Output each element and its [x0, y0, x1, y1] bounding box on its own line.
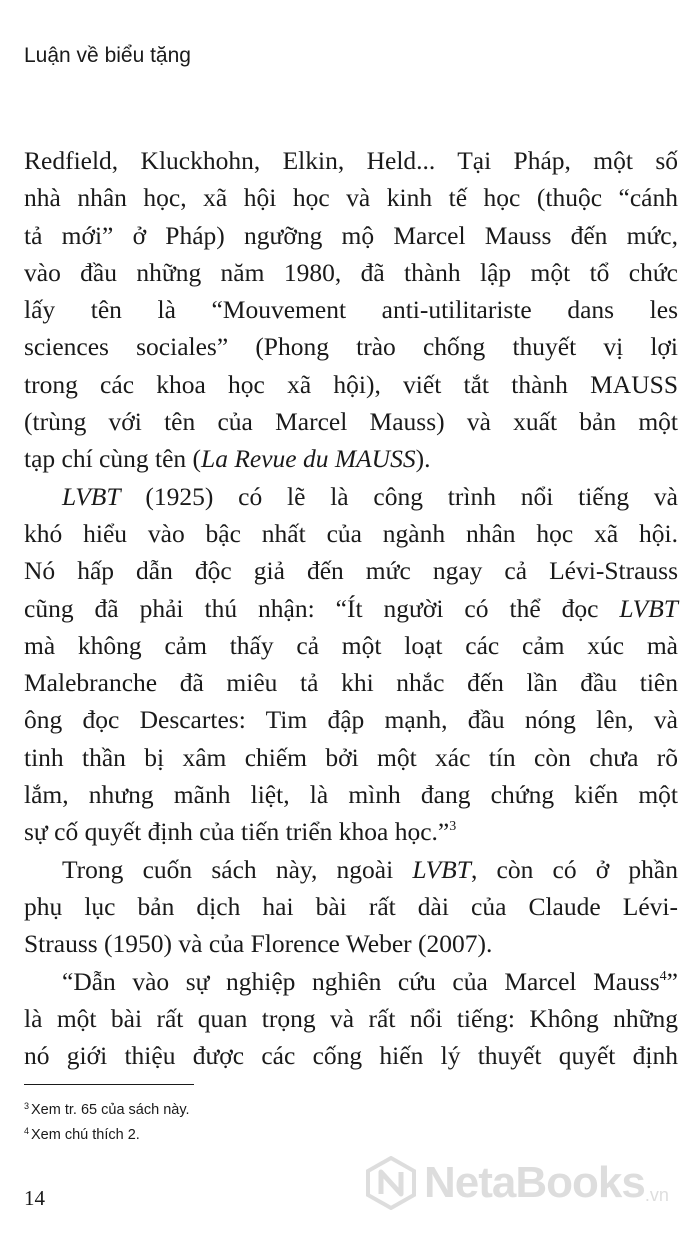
text-line: cũng đã phải thú nhận: “Ít người có thể đọc LVBT	[24, 593, 678, 623]
text-line: Nó hấp dẫn độc giả đến mức ngay cả Lévi-Strauss	[24, 556, 678, 586]
text-line: ông đọc Descartes: Tim đập mạnh, đầu nóng lên, và	[24, 705, 678, 735]
text-line: tạp chí cùng tên (La Revue du MAUSS).	[24, 444, 431, 474]
watermark-suffix: .vn	[644, 1185, 669, 1205]
book-abbrev: LVBT	[62, 481, 121, 511]
text-line: mà không cảm thấy cả một loạt các cảm xúc mà	[24, 630, 678, 660]
paragraph-2	[24, 478, 678, 851]
watermark-brand: NetaBooks	[424, 1158, 645, 1207]
text-line: lấy tên là “Mouvement anti-utilitariste dans les	[24, 295, 678, 325]
text-line: LVBT (1925) có lẽ là công trình nổi tiếng và	[62, 481, 678, 511]
text-line: vào đầu những năm 1980, đã thành lập một tổ chức	[24, 257, 678, 287]
text-line: tả mới” ở Pháp) ngưỡng mộ Marcel Mauss đến mức,	[24, 220, 678, 250]
text-line: nó giới thiệu được các cống hiến lý thuyết quyết định	[24, 1041, 678, 1071]
footnote-ref-4[interactable]: 4	[659, 968, 667, 984]
text-line: Malebranche đã miêu tả khi nhắc đến lần đầu tiên	[24, 668, 678, 698]
netabooks-logo-icon	[364, 1156, 418, 1210]
text-line: lắm, nhưng mãnh liệt, là mình đang chứng kiến một	[24, 780, 678, 810]
text-line: Strauss (1950) và của Florence Weber (2007).	[24, 929, 493, 959]
text-line: tinh thần bị xâm chiếm bởi một xác tín còn chưa rõ	[24, 742, 678, 772]
text-line: trong các khoa học xã hội), viết tắt thành MAUSS	[24, 369, 678, 399]
text-line: nhà nhân học, xã hội học và kinh tế học (thuộc “cánh	[24, 183, 678, 213]
text-line: khó hiểu vào bậc nhất của ngành nhân học xã hội.	[24, 518, 678, 548]
footnote-divider	[24, 1084, 194, 1085]
paragraph-1	[24, 142, 678, 478]
footnote-4: $^4$ Xem chú thích 2.	[24, 1126, 140, 1143]
footnotes	[24, 1098, 190, 1148]
page-number: 14	[24, 1186, 45, 1210]
text-line: Trong cuốn sách này, ngoài LVBT, còn có ở phần	[62, 854, 678, 884]
paragraph-4	[24, 963, 678, 1075]
text-line: Redfield, Kluckhohn, Elkin, Held... Tại Pháp, một số	[24, 146, 678, 175]
text-line: là một bài rất quan trọng và rất nổi tiếng: Không những	[24, 1003, 678, 1033]
paragraph-3	[24, 851, 678, 963]
book-abbrev: LVBT	[619, 593, 678, 623]
footnote-ref-3[interactable]: 3	[449, 819, 457, 835]
running-header: Luận về biểu tặng	[24, 44, 191, 67]
footnote-3: $^3$ Xem tr. 65 của sách này.	[24, 1101, 190, 1118]
text-line: (trùng với tên của Marcel Mauss) và xuất bản một	[24, 407, 678, 437]
watermark	[364, 1140, 694, 1226]
text-line: phụ lục bản dịch hai bài rất dài của Claude Lévi-	[24, 891, 678, 921]
text-line: sciences sociales” (Phong trào chống thuyết vị lợi	[24, 332, 678, 362]
text-line: sự cố quyết định của tiến triển khoa học.”$^3$	[24, 817, 457, 847]
text-line: “Dẫn vào sự nghiệp nghiên cứu của Marcel Mauss$^4$”	[62, 966, 678, 996]
body-text	[24, 142, 678, 1074]
book-abbrev: LVBT	[412, 854, 471, 884]
journal-title: La Revue du MAUSS	[201, 444, 416, 474]
